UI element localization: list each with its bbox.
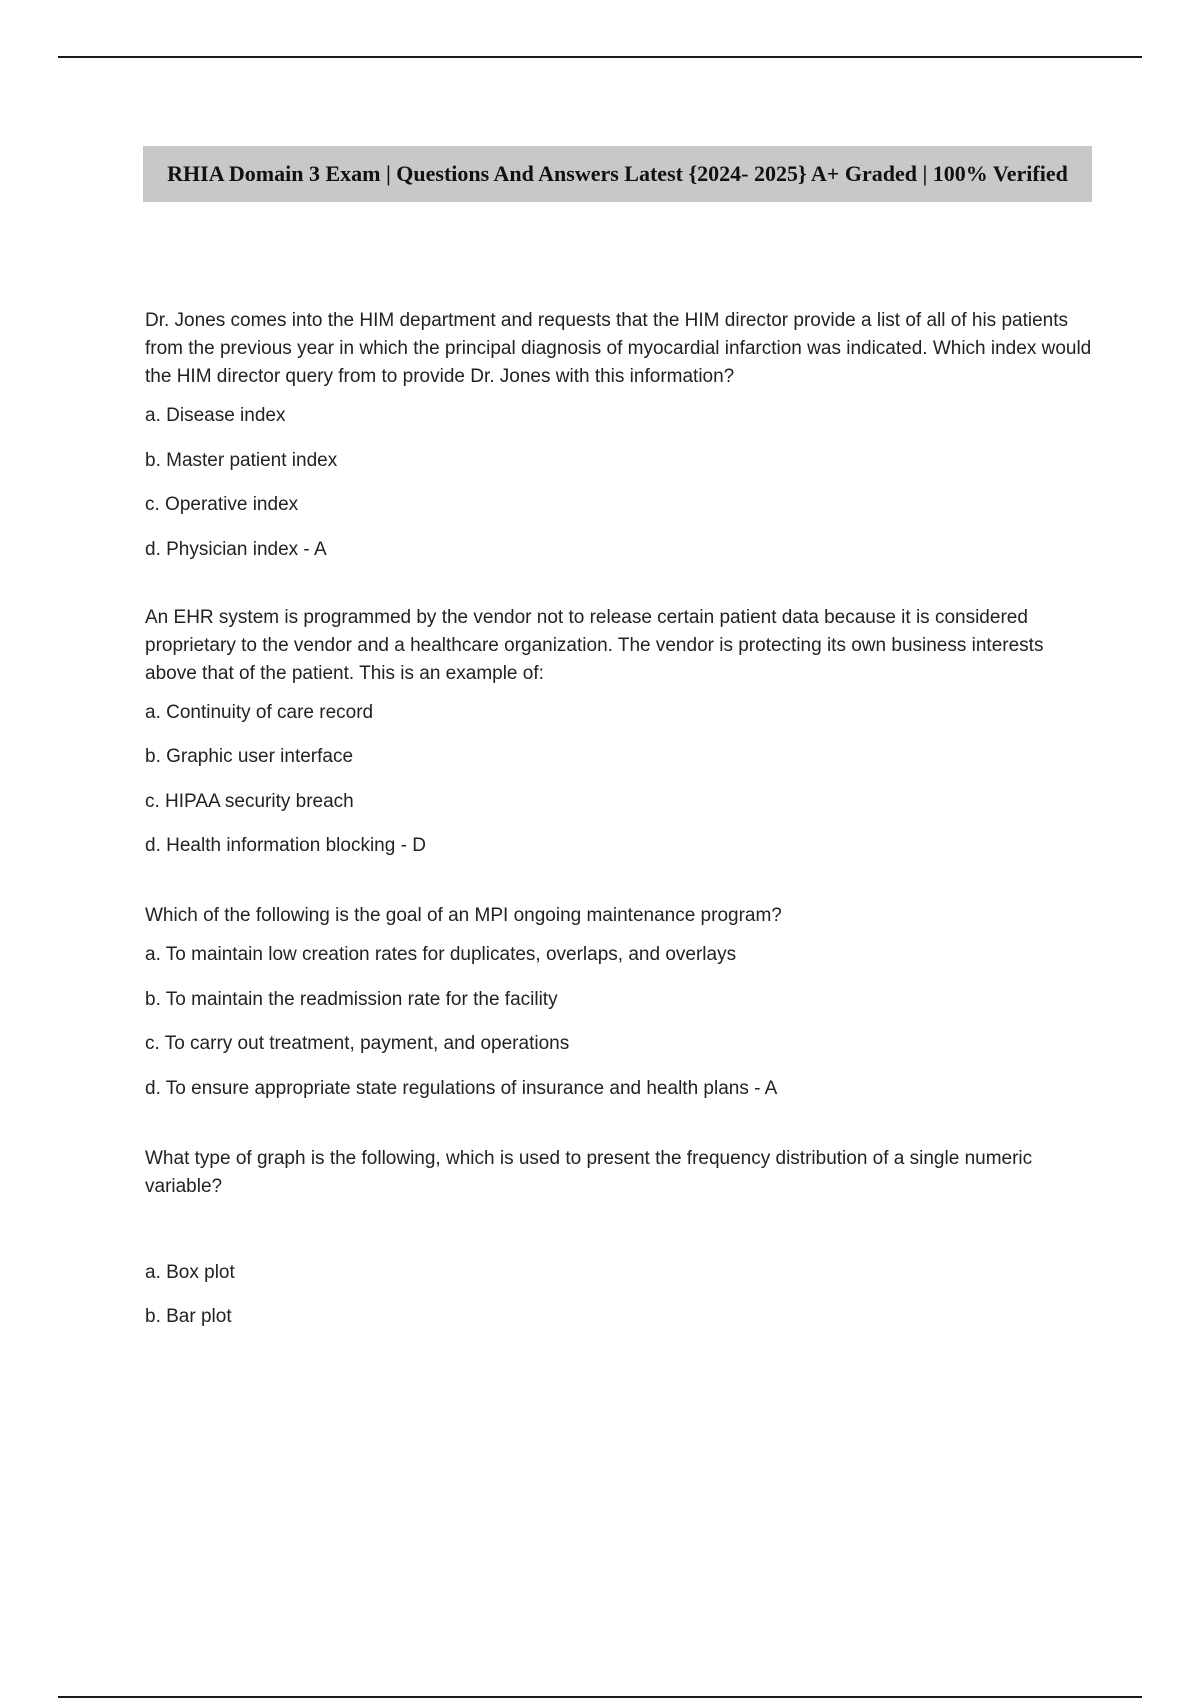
- question-4: [145, 1145, 1095, 1332]
- answer-option: d. Physician index - A: [145, 538, 327, 560]
- answer-option: b. To maintain the readmission rate for the facility: [145, 988, 558, 1010]
- answer-option: b. Master patient index: [145, 449, 338, 471]
- answer-option: b. Bar plot: [145, 1306, 232, 1327]
- question-list: [145, 307, 1095, 1348]
- answer-option: c. To carry out treatment, payment, and operations: [145, 1033, 570, 1054]
- document-title: RHIA Domain 3 Exam | Questions And Answers Latest {2024- 2025} A+ Graded | 100% Verified: [143, 146, 1092, 202]
- answer-option: a. To maintain low creation rates for duplicates, overlaps, and overlays: [145, 944, 737, 965]
- answer-option: d. Health information blocking - D: [145, 835, 426, 856]
- question-text: Dr. Jones comes into the HIM department and requests that the HIM director provide a list of all of his patients from the previous year in which the principal diagnosis of myocardial infarction was indicated. Which index would the HIM director query from to provide Dr. Jones with this information?: [145, 310, 1092, 387]
- bottom-rule: [58, 1696, 1142, 1698]
- question-2: [145, 604, 1095, 861]
- answer-option: a. Disease index: [145, 405, 286, 426]
- answer-option: a. Continuity of care record: [145, 701, 374, 723]
- top-rule: [58, 56, 1142, 58]
- answer-option: b. Graphic user interface: [145, 746, 354, 767]
- answer-option: c. HIPAA security breach: [145, 790, 354, 812]
- answer-option: c. Operative index: [145, 494, 299, 515]
- question-text: An EHR system is programmed by the vendor not to release certain patient data because it is considered proprietary to the vendor and a healthcare organization. The vendor is protecting its own business interests above that of the patient. This is an example of:: [145, 606, 1044, 684]
- question-text: Which of the following is the goal of an MPI ongoing maintenance program?: [145, 905, 782, 926]
- answer-option: a. Box plot: [145, 1261, 235, 1283]
- question-3: [145, 902, 1095, 1103]
- answer-option: d. To ensure appropriate state regulations of insurance and health plans - A: [145, 1077, 778, 1099]
- question-text: What type of graph is the following, which is used to present the frequency distribution of a single numeric variable?: [145, 1147, 1033, 1197]
- question-1: [145, 307, 1095, 564]
